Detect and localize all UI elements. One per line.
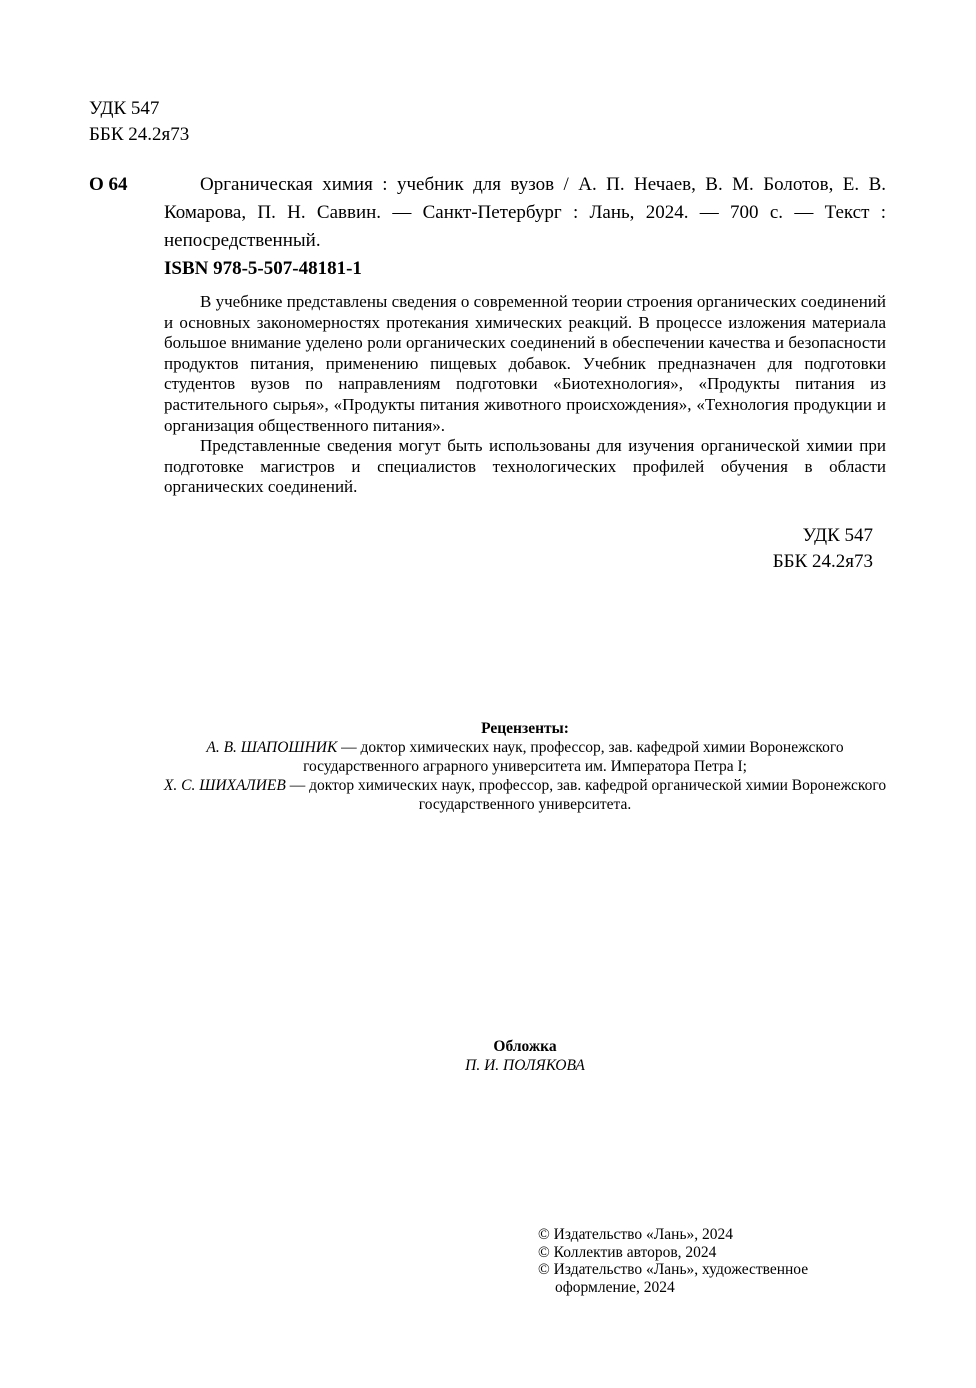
copyright-line: © Коллектив авторов, 2024 (538, 1243, 717, 1261)
udk-code: УДК 547 (89, 98, 160, 119)
copyright-line: © Издательство «Лань», художественное оформление, 2024 (538, 1261, 809, 1296)
copyright-block (538, 1226, 858, 1296)
bibliographic-entry: Органическая химия : учебник для вузов / А. П. Нечаев, В. М. Болотов, Е. В. Комарова, П. Н. Саввин. — Санкт-Петербург : Лань, 2024. — 700 с. — Текст : непосредственный. (164, 174, 886, 251)
reviewers-section (150, 719, 900, 814)
copyright-line: © Издательство «Лань», 2024 (538, 1226, 734, 1243)
abstract-paragraph-1: В учебнике представлены сведения о современной теории строения органических соединений и основных закономерностях протекания химических реакций. В процессе изложения материала большое внимание уделено роли органических соединений в обеспечении качества и безопасности продуктов питания, применению пищевых добавок. Учебник предназначен для подготовки студентов вузов по направлениям подготовки «Биотехнология», «Продукты питания из растительного сырья», «Продукты питания животного происхождения», «Технология продукции и организация общественного питания». (164, 292, 886, 435)
classification-top (89, 96, 189, 148)
reviewers-heading: Рецензенты: (481, 720, 569, 737)
cover-designer: П. И. ПОЛЯКОВА (465, 1057, 585, 1074)
reviewer-description: — доктор химических наук, профессор, зав. кафедрой органической химии Воронежского государственного университета. (285, 777, 887, 813)
abstract (164, 292, 886, 498)
reviewer-entry (150, 738, 900, 776)
reviewer-name: Х. С. ШИХАЛИЕВ (163, 777, 286, 794)
reviewer-entry (150, 776, 900, 814)
isbn: ISBN 978-5-507-48181-1 (164, 258, 362, 279)
reviewer-name: А. В. ШАПОШНИК (206, 739, 338, 756)
cover-heading: Обложка (493, 1038, 557, 1055)
author-code: О 64 (89, 174, 128, 195)
bbk-code-bottom: ББК 24.2я73 (772, 551, 873, 572)
bbk-code: ББК 24.2я73 (89, 124, 190, 145)
cover-credit (325, 1037, 725, 1075)
reviewer-description: — доктор химических наук, профессор, зав. кафедрой химии Воронежского государственного аграрного университета им. Императора Петра I; (303, 739, 844, 775)
udk-code-bottom: УДК 547 (802, 525, 873, 546)
classification-bottom (640, 523, 873, 575)
abstract-paragraph-2: Представленные сведения могут быть использованы для изучения органической химии при подготовке магистров и специалистов технологических профилей обучения в области органических соединений. (164, 436, 886, 497)
